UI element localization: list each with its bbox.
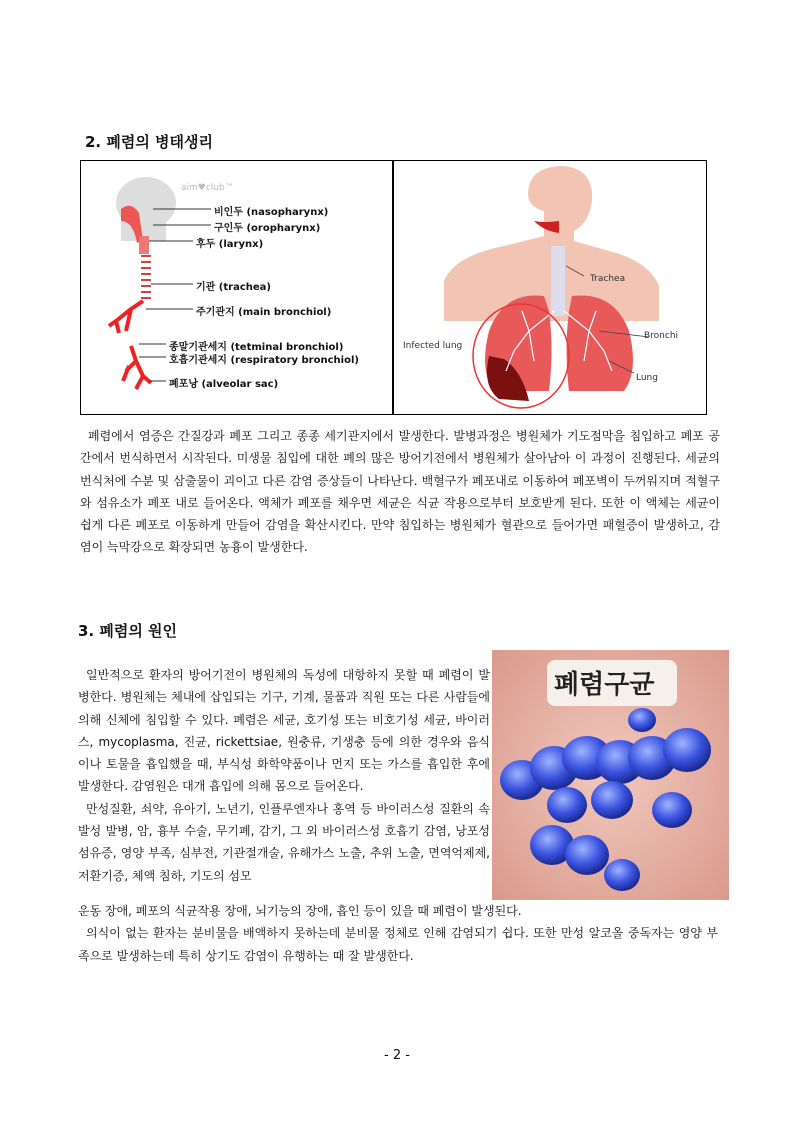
label-oropharynx: 구인두 (oropharynx)	[214, 223, 321, 234]
label-trachea-en: Trachea	[590, 274, 626, 284]
label-infected-lung: Infected lung	[403, 341, 463, 351]
section3-paragraph2-text: 만성질환, 쇠약, 유아기, 노년기, 인플루엔자나 홍역 등 바이러스성 질환의 속발성 발병, 암, 흉부 수술, 무기폐, 감기, 그 외 바이러스성 호흡기 감염, 낭포성 섬유증, 영양 부족, 심부전, 기관절개술, 유해가스 노출, 추위 노출, 면역억제제, 저환기증, 체액 침하, 기도의 섬모	[78, 801, 490, 883]
label-main-bronchiol: 주기관지 (main bronchiol)	[196, 307, 332, 318]
label-nasopharynx: 비인두 (nasopharynx)	[214, 207, 329, 218]
photo-caption: 폐렴구균	[554, 670, 655, 700]
lungs-illustration	[394, 161, 707, 413]
label-terminal-bronchiol: 종말기관세지 (tetminal bronchiol)	[169, 342, 344, 353]
section2-paragraph	[80, 425, 720, 559]
section2-paragraph-text: 폐렴에서 염증은 간질강과 폐포 그리고 종종 세기관지에서 발생한다. 발병과정은 병원체가 기도점막을 침입하고 폐포 공간에서 번식하면서 시작된다. 미생물 침입에 대한 폐의 많은 방어기전에서 병원체가 살아남아 이 과정이 진행된다. 세균의 번식처에 수분 및 삼출물이 괴이고 다른 감염 증상들이 나타난다. 백혈구가 폐포내로 이동하여 폐포벽이 두꺼워지며 적혈구와 섬유소가 폐포 내로 들어온다. 액체가 폐포를 채우면 세균은 식균 작용으로부터 보호받게 된다. 또한 이 액체는 세균이 쉽게 다른 폐포로 이동하게 만들어 감염을 확산시킨다. 만약 침입하는 병원체가 혈관으로 들어가면 패혈증이 발생하고, 감염이 늑막강으로 확장되면 농흉이 발생한다.	[80, 429, 720, 555]
anatomy-figure-panel	[80, 160, 707, 415]
section3-heading: 3. 폐렴의 원인	[78, 622, 178, 640]
section3-paragraph3-text: 의식이 없는 환자는 분비물을 배액하지 못하는데 분비물 정체로 인해 감염되기 쉽다. 또한 만성 알코올 중독자는 영양 부족으로 발생하는데 특히 상기도 감염이 유행하는 때 잘 발생한다.	[78, 926, 718, 963]
section3-paragraph1-text: 일반적으로 환자의 방어기전이 병원체의 독성에 대항하지 못할 때 폐렴이 발병한다. 병원체는 체내에 삽입되는 기구, 기계, 물품과 직원 또는 다른 사람들에 의해 신체에 침입할 수 있다. 폐렴은 세균, 호기성 또는 비호기성 세균, 바이러스, mycoplasma, 진균, rickettsiae, 원충류, 기생충 등에 의한 경우와 음식이나 토물을 흡입했을 때, 부식성 화학약품이나 먼지 또는 가스를 흡입한 후에 발생한다. 감염원은 대개 흡입에 의해 몸으로 들어온다.	[78, 668, 490, 794]
label-lung: Lung	[636, 373, 658, 383]
label-bronchi: Bronchi	[644, 331, 679, 341]
section2-heading: 2. 폐렴의 병태생리	[85, 133, 214, 151]
section3-paragraph2-end-text: 운동 장애, 폐포의 식균작용 장애, 뇌기능의 장애, 흡인 등이 있을 때 폐렴이 발생된다.	[78, 904, 522, 918]
page-number: - 2 -	[384, 1048, 410, 1063]
label-alveolar-sac: 폐포낭 (alveolar sac)	[169, 379, 279, 390]
section3-paragraph1	[78, 664, 490, 887]
label-respiratory-bronchiol: 호흡기관세지 (respiratory bronchiol)	[169, 355, 359, 366]
label-trachea: 기관 (trachea)	[196, 282, 271, 293]
watermark-text: aim♥club™	[181, 183, 234, 193]
label-larynx: 후두 (larynx)	[196, 239, 264, 250]
pneumococcus-photo	[492, 650, 729, 900]
section3-paragraph2-end	[78, 900, 718, 967]
